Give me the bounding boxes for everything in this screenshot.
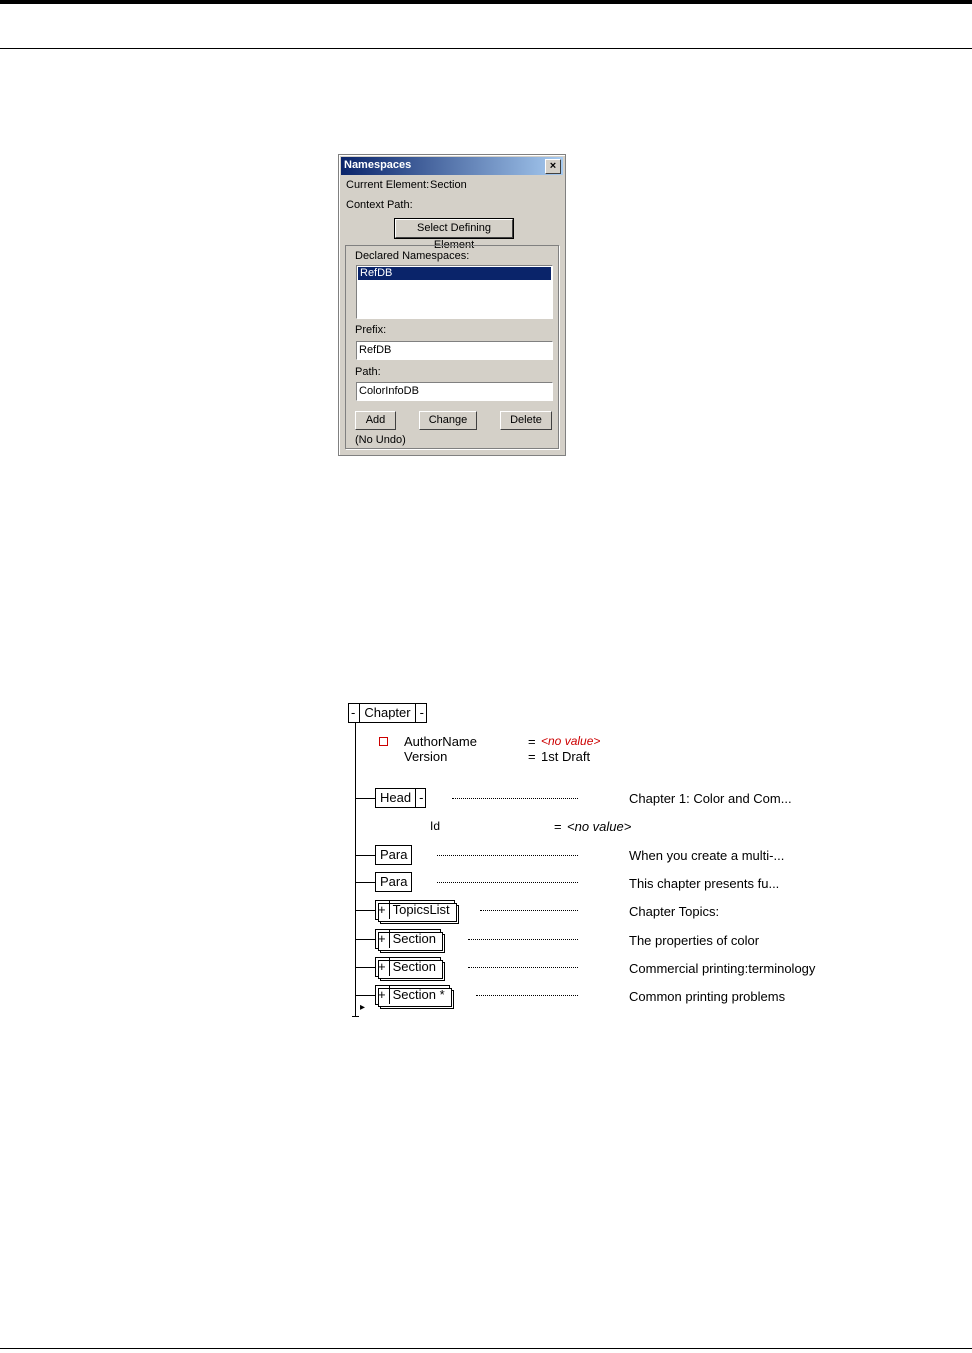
- required-attribute-icon: [379, 737, 388, 746]
- section-element-bubble[interactable]: [375, 929, 441, 949]
- insertion-point-icon: ▸: [360, 1002, 366, 1013]
- expand-toggle[interactable]: +: [378, 959, 386, 974]
- context-path-label: Context Path:: [346, 199, 413, 211]
- topicslist-element-bubble[interactable]: [375, 900, 455, 920]
- header-rule: [0, 48, 972, 49]
- snippet-leader: [476, 995, 578, 996]
- attribute-equals: =: [528, 734, 536, 749]
- current-element-label: Current Element:: [346, 179, 430, 191]
- path-label: Path:: [355, 366, 381, 378]
- no-undo-note: (No Undo): [355, 434, 406, 446]
- snippet-leader: [480, 910, 578, 911]
- element-label: Section: [392, 959, 436, 974]
- branch-line: [355, 995, 375, 996]
- dialog-title-bar[interactable]: [341, 157, 563, 175]
- select-defining-element-button[interactable]: Select Defining Element: [395, 219, 513, 238]
- attribute-value[interactable]: <no value>: [541, 734, 601, 748]
- text-snippet: Commercial printing:terminology: [629, 961, 816, 976]
- para-element-bubble[interactable]: [375, 845, 412, 865]
- chapter-element-bubble[interactable]: [348, 703, 427, 723]
- prefix-field[interactable]: RefDB: [356, 341, 553, 360]
- text-snippet: Chapter 1: Color and Com...: [629, 791, 792, 806]
- snippet-leader: [452, 798, 578, 799]
- element-label: Para: [380, 847, 408, 862]
- snippet-leader: [437, 855, 578, 856]
- attribute-name: Id: [430, 819, 441, 833]
- branch-line: [355, 967, 375, 968]
- tree-spine-end: [352, 1016, 359, 1017]
- branch-line: [355, 939, 375, 940]
- element-label: Para: [380, 874, 408, 889]
- branch-line: [355, 798, 375, 799]
- change-button[interactable]: Change: [419, 411, 477, 430]
- tree-spine: [355, 723, 356, 1016]
- element-label: Head: [380, 790, 412, 805]
- list-item[interactable]: RefDB: [358, 267, 551, 280]
- attribute-name: Version: [404, 749, 448, 764]
- dialog-title: Namespaces: [344, 159, 412, 171]
- element-label: Section *: [392, 987, 445, 1002]
- branch-line: [355, 882, 375, 883]
- current-element-value: Section: [430, 179, 467, 191]
- attribute-equals: =: [528, 749, 536, 764]
- element-label: Section: [392, 931, 436, 946]
- snippet-leader: [437, 882, 578, 883]
- attribute-name: AuthorName: [404, 734, 477, 749]
- snippet-leader: [468, 967, 578, 968]
- text-snippet: This chapter presents fu...: [629, 876, 780, 891]
- element-label: TopicsList: [392, 902, 450, 917]
- prefix-label: Prefix:: [355, 324, 387, 336]
- text-snippet: The properties of color: [629, 933, 760, 948]
- branch-line: [355, 855, 375, 856]
- add-button[interactable]: Add: [355, 411, 396, 430]
- expand-toggle[interactable]: +: [378, 931, 386, 946]
- collapse-toggle[interactable]: -: [351, 705, 356, 720]
- attribute-toggle[interactable]: -: [419, 705, 424, 720]
- text-snippet: Common printing problems: [629, 989, 786, 1004]
- delete-button[interactable]: Delete: [500, 411, 552, 430]
- close-icon[interactable]: ×: [545, 159, 561, 174]
- top-rule: [0, 0, 972, 4]
- expand-toggle[interactable]: +: [378, 987, 386, 1002]
- attribute-equals: =: [554, 819, 562, 834]
- footer-rule: [0, 1348, 972, 1349]
- branch-line: [355, 910, 375, 911]
- snippet-leader: [468, 939, 578, 940]
- declared-namespaces-label: Declared Namespaces:: [355, 250, 470, 262]
- attribute-value[interactable]: <no value>: [567, 819, 632, 834]
- element-label: Chapter: [364, 705, 411, 720]
- section-element-bubble[interactable]: [375, 985, 450, 1005]
- head-element-bubble[interactable]: [375, 788, 426, 808]
- attribute-value[interactable]: 1st Draft: [541, 749, 591, 764]
- path-field[interactable]: ColorInfoDB: [356, 382, 553, 401]
- attribute-toggle[interactable]: -: [419, 790, 424, 805]
- para-element-bubble[interactable]: [375, 872, 412, 892]
- declared-namespaces-list[interactable]: [356, 265, 553, 319]
- namespaces-dialog: [338, 154, 566, 456]
- section-element-bubble[interactable]: [375, 957, 441, 977]
- expand-toggle[interactable]: +: [378, 902, 386, 917]
- text-snippet: Chapter Topics:: [629, 904, 720, 919]
- text-snippet: When you create a multi-...: [629, 848, 785, 863]
